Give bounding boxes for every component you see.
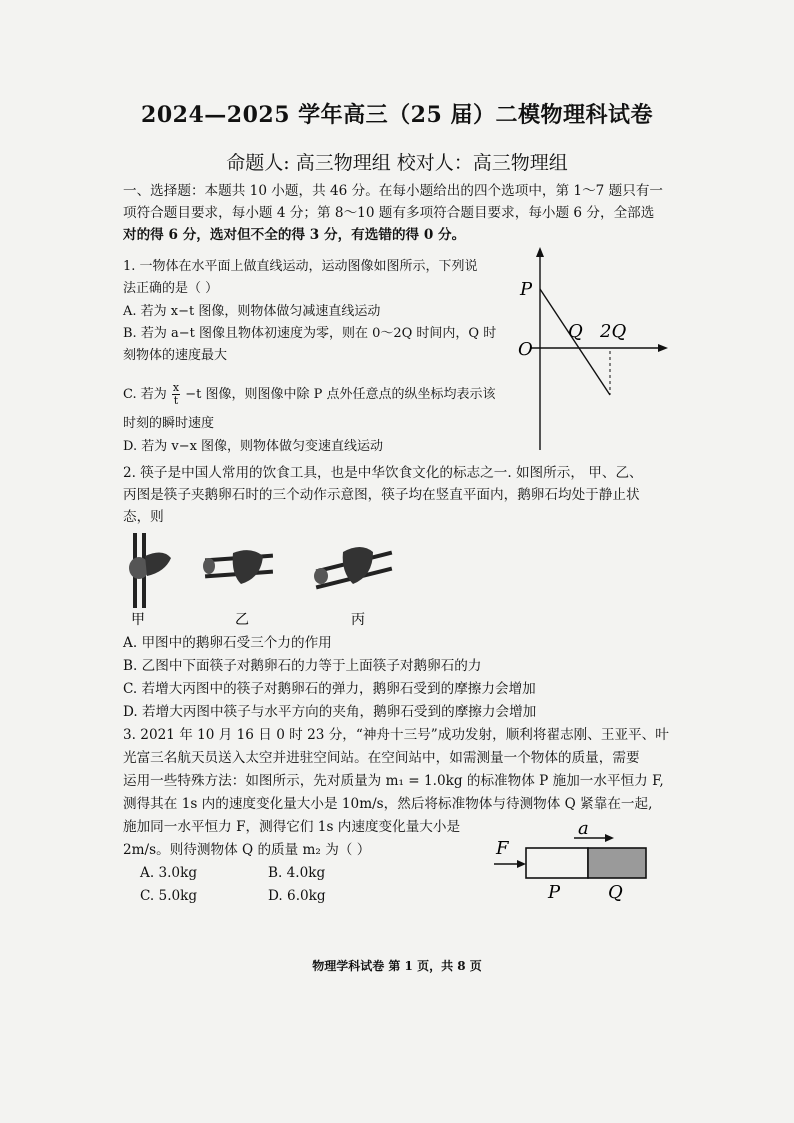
q3-stem-line4: 测得其在 1s 内的速度变化量大小是 10m/s，然后将标准物体与待测物体 Q 紧靠在一起, — [123, 796, 653, 812]
q3-block-q — [588, 848, 646, 878]
q1-option-b-line1: B. 若为 a−t 图像且物体初速度为零，则在 0～2Q 时间内，Q 时 — [123, 326, 497, 341]
q1-option-a: A. 若为 x−t 图像，则物体做匀减速直线运动 — [123, 304, 381, 319]
q3-force-arrowhead — [517, 860, 526, 868]
q2-pebble-bing — [314, 568, 328, 584]
q1-graph-x-arrow — [658, 344, 668, 352]
q3-option-c: C. 5.0kg — [140, 888, 198, 904]
exam-title: 2024—2025 学年高三（25 届）二模物理科试卷 — [141, 102, 653, 128]
exam-subtitle: 命题人: 高三物理组 校对人：高三物理组 — [226, 152, 568, 174]
q1-graph-p-label: P — [520, 279, 533, 300]
q1-option-b-line2: 刻物体的速度最大 — [123, 348, 228, 363]
q3-stem-line5: 施加同一水平恒力 F，测得它们 1s 内速度变化量大小是 — [123, 819, 461, 835]
q3-force-label: F — [496, 838, 509, 859]
q2-figure-bing — [314, 547, 392, 589]
q2-hand-yi — [233, 550, 263, 584]
q1-graph-q-label: Q — [568, 321, 583, 342]
q2-figure-jia — [129, 533, 171, 608]
section-instruction-line1: 一、选择题：本题共 10 小题，共 46 分。在每小题给出的四个选项中，第 1～7 题只有一 — [123, 183, 664, 199]
q2-hand-jia — [145, 552, 171, 576]
q2-label-yi: 乙 — [235, 612, 249, 628]
q1-option-d: D. 若为 v−x 图像，则物体做匀变速直线运动 — [123, 439, 384, 454]
q3-option-b: B. 4.0kg — [268, 865, 326, 881]
q1-option-c-prefix: C. 若为 — [123, 387, 167, 402]
q3-accel-arrowhead — [605, 834, 614, 842]
q3-stem-line3: 运用一些特殊方法：如图所示，先对质量为 m₁ = 1.0kg 的标准物体 P 施加一水平恒力 F, — [123, 773, 664, 789]
q2-option-b: B. 乙图中下面筷子对鹅卵石的力等于上面筷子对鹅卵石的力 — [123, 658, 482, 674]
q2-stem-line1: 2. 筷子是中国人常用的饮食工具，也是中华饮食文化的标志之一. 如图所示， 甲、乙、 — [123, 465, 643, 481]
q3-accel-label: a — [578, 818, 589, 839]
q2-chopsticks-figures — [123, 528, 393, 628]
q3-block-p — [526, 848, 588, 878]
section-instruction-line2: 项符合题目要求，每小题 4 分；第 8～10 题有多项符合题目要求，每小题 6 分，全部选 — [123, 205, 655, 221]
q2-stem-line2: 丙图是筷子夹鹅卵石时的三个动作示意图，筷子均在竖直平面内，鹅卵石均处于静止状 — [123, 487, 640, 503]
q3-p-label: P — [548, 882, 561, 903]
section-instruction-line3: 对的得 6 分，选对但不全的得 3 分，有选错的得 0 分。 — [123, 227, 466, 243]
q2-label-bing: 丙 — [351, 612, 365, 628]
q2-option-d: D. 若增大丙图中筷子与水平方向的夹角，鹅卵石受到的摩擦力会增加 — [123, 704, 537, 720]
q1-graph-o-label: O — [518, 339, 533, 360]
q1-stem-line2: 法正确的是（ ） — [123, 281, 219, 296]
q3-q-label: Q — [608, 882, 623, 903]
q1-option-c-line2: 时刻的瞬时速度 — [123, 416, 215, 431]
q2-option-c: C. 若增大丙图中的筷子对鹅卵石的弹力，鹅卵石受到的摩擦力会增加 — [123, 681, 536, 697]
q2-figure-yi — [203, 550, 273, 584]
q1-motion-graph — [510, 245, 680, 455]
q1-option-c-suffix: −t 图像，则图像中除 P 点外任意点的纵坐标均表示该 — [185, 387, 496, 402]
q1-stem-line1: 1. 一物体在水平面上做直线运动，运动图像如图所示，下列说 — [123, 259, 478, 274]
q2-stem-line3: 态，则 — [123, 509, 164, 525]
q1-graph-2q-label: 2Q — [600, 321, 627, 342]
q1-fraction-denominator: t — [173, 394, 179, 407]
q2-option-a: A. 甲图中的鹅卵石受三个力的作用 — [123, 635, 332, 651]
q2-label-jia: 甲 — [131, 612, 145, 628]
q3-option-a: A. 3.0kg — [140, 865, 198, 881]
q3-stem-line1: 3. 2021 年 10 月 16 日 0 时 23 分，“神舟十三号”成功发射，顺利将翟志刚、王亚平、叶 — [123, 727, 669, 743]
q2-pebble-yi — [203, 558, 215, 574]
q3-option-d: D. 6.0kg — [268, 888, 326, 904]
q1-graph-line — [540, 289, 610, 395]
q3-blocks-figure — [490, 812, 660, 904]
page-footer: 物理学科试卷 第 1 页，共 8 页 — [312, 959, 482, 973]
q1-option-c-line1 — [123, 382, 496, 407]
q3-stem-line2: 光富三名航天员送入太空并进驻空间站。在空间站中，如需测量一个物体的质量，需要 — [123, 750, 640, 766]
q3-stem-line6: 2m/s。则待测物体 Q 的质量 m₂ 为（ ） — [123, 842, 371, 858]
q1-fraction-numerator: x — [172, 381, 180, 394]
q1-graph-y-arrow — [536, 247, 544, 257]
